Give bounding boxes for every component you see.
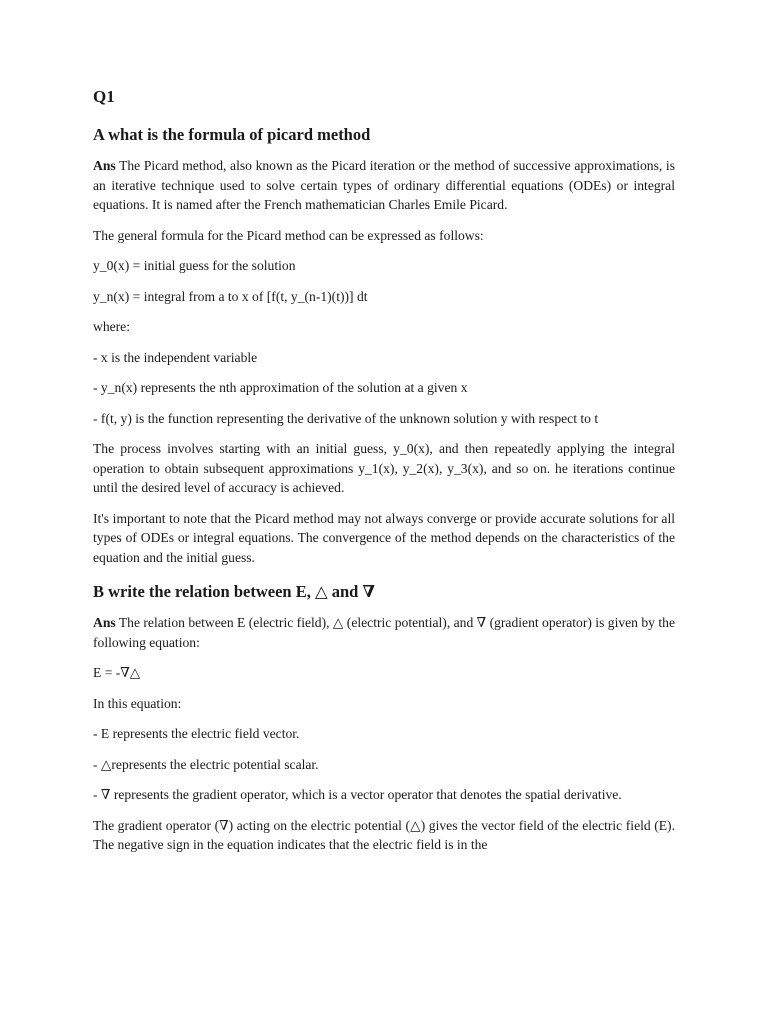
- part-a-intro-text: The Picard method, also known as the Picard iteration or the method of successive approximations, is an iterative technique used to solve certain types of ordinary differential equations (ODEs) or integral equations. It is named after the French mathematician Charles Emile Picard.: [93, 158, 676, 212]
- general-formula-text: The general formula for the Picard method can be expressed as follows:: [93, 227, 484, 243]
- bullet-item: - E represents the electric field vector.: [93, 726, 300, 741]
- relation-equation: E = -∇△: [93, 665, 141, 680]
- where-label: where:: [93, 319, 130, 334]
- part-b-intro-text: The relation between E (electric field), △ (electric potential), and ∇ (gradient operator) is given by the following equation:: [93, 615, 675, 650]
- bullet-item: - ∇ represents the gradient operator, which is a vector operator that denotes the spatial derivative.: [93, 787, 622, 802]
- question-heading: Q1: [93, 87, 115, 106]
- process-paragraph: The process involves starting with an initial guess, y_0(x), and then repeatedly applying the integral operation to obtain subsequent approximations y_1(x), y_2(x), y_3(x), and so on. he iterations continue until the desired level of accuracy is achieved.: [93, 441, 675, 495]
- bullet-item: - △represents the electric potential scalar.: [93, 756, 319, 772]
- document-page: [93, 86, 675, 866]
- bullet-item: - x is the independent variable: [93, 349, 258, 365]
- part-a-ans-label: Ans: [93, 158, 116, 173]
- part-b-heading: B write the relation between E, △ and ∇: [93, 582, 375, 601]
- bullet-item: - y_n(x) represents the nth approximation of the solution at a given x: [93, 380, 468, 395]
- in-this-equation-label: In this equation:: [93, 695, 182, 711]
- part-b-intro-paragraph: [93, 613, 675, 652]
- formula-line-initial: y_0(x) = initial guess for the solution: [93, 258, 296, 273]
- note-paragraph: It's important to note that the Picard method may not always converge or provide accurate solutions for all types of ODEs or integral equations. The convergence of the method depends on the characteristics of the equation and the initial guess.: [93, 510, 675, 565]
- formula-line-iteration: y_n(x) = integral from a to x of [f(t, y_(n-1)(t))] dt: [93, 288, 368, 304]
- bullet-item: - f(t, y) is the function representing the derivative of the unknown solution y with respect to t: [93, 410, 599, 426]
- part-a-heading: A what is the formula of picard method: [93, 125, 371, 144]
- part-b-ans-label: Ans: [93, 615, 116, 630]
- closing-paragraph: The gradient operator (∇) acting on the electric potential (△) gives the vector field of the electric field (E). The negative sign in the equation indicates that the electric field is in the: [93, 817, 675, 852]
- part-a-intro-paragraph: [93, 156, 675, 215]
